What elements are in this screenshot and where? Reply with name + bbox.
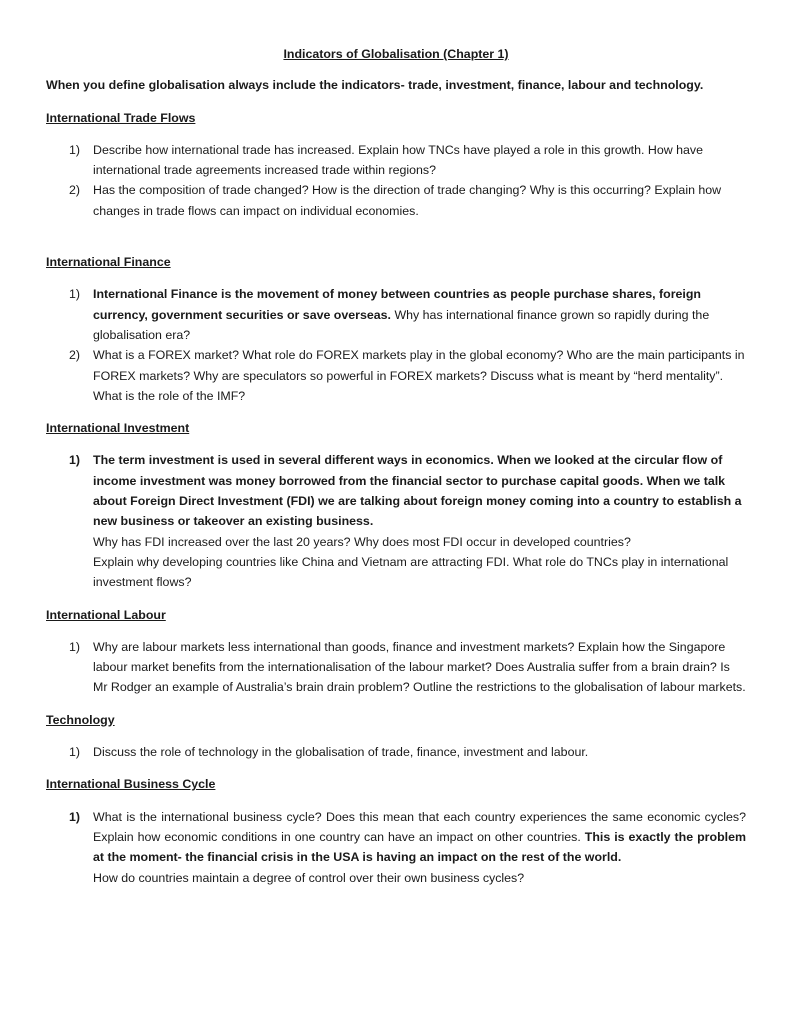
business-cycle-question-list — [46, 807, 746, 888]
question-text: Explain why developing countries like China and Vietnam are attracting FDI. What role do TNCs play in international investment flows? — [93, 554, 729, 590]
question-number: 1) — [69, 639, 81, 654]
question-number: 1) — [69, 745, 81, 760]
investment-question-1 — [46, 450, 746, 592]
definition-text: The term investment is used in several different ways in economics. When we looked at the circular flow of income investment was money borrowed from the financial sector to purchase capital goods. When we talk about Foreign Direct Investment (FDI) we are talking about foreign money coming into a country to establish a new business or takeover an existing business. — [93, 453, 742, 529]
question-number: 2) — [69, 348, 81, 363]
heading-finance: International Finance — [46, 255, 171, 270]
emphasis-text: This is exactly the problem at the moment- the financial crisis in the USA is having an impact on the rest of the world. — [93, 829, 746, 865]
question-text: Discuss the role of technology in the globalisation of trade, finance, investment and labour. — [93, 745, 589, 760]
trade-question-2 — [46, 180, 746, 221]
investment-question-list — [46, 450, 746, 592]
heading-technology: Technology — [46, 712, 115, 727]
definition-text: International Finance is the movement of money between countries as people purchase shares, foreign currency, government securities or save overseas. — [93, 287, 701, 322]
document-title: Indicators of Globalisation (Chapter 1) — [283, 47, 509, 61]
question-text: How do countries maintain a degree of control over their own business cycles? — [93, 870, 525, 885]
question-text: What is the international business cycle? Does this mean that each country experiences the same economic cycles? Explain how economic conditions in one country can have an impact on other countries. — [93, 809, 746, 844]
business-cycle-question-1 — [46, 807, 746, 888]
question-number: 1) — [69, 453, 81, 468]
question-number: 2) — [69, 183, 81, 198]
heading-labour: International Labour — [46, 607, 166, 622]
technology-question-1 — [46, 742, 746, 762]
trade-question-list — [46, 140, 746, 221]
finance-question-2 — [46, 345, 746, 406]
question-text: Why has international finance grown so rapidly during the globalisation era? — [93, 307, 710, 342]
question-number: 1) — [69, 287, 81, 302]
heading-trade: International Trade Flows — [46, 110, 196, 125]
finance-question-1 — [46, 284, 746, 345]
question-paragraph — [93, 807, 746, 868]
question-text: Has the composition of trade changed? How is the direction of trade changing? Why is this occurring? Explain how changes in trade flows can impact on individual economies. — [93, 183, 722, 218]
finance-question-list — [46, 284, 746, 406]
document-page — [46, 44, 746, 888]
question-number: 1) — [69, 142, 81, 157]
question-number: 1) — [69, 809, 81, 824]
technology-question-list — [46, 742, 746, 762]
question-text: Describe how international trade has increased. Explain how TNCs have played a role in this growth. How have international trade agreements increased trade within regions? — [93, 142, 703, 178]
question-text: Why are labour markets less international than goods, finance and investment markets? Explain how the Singapore labour market benefits from the internationalisation of the labour market? Does Australia suffer from a brain drain? Is Mr Rodger an example of Australia’s brain drain problem? Outline the restrictions to the globalisation of labour markets. — [93, 639, 746, 695]
labour-question-1 — [46, 637, 746, 698]
heading-business-cycle: International Business Cycle — [46, 777, 216, 792]
trade-question-1 — [46, 140, 746, 181]
heading-investment: International Investment — [46, 421, 190, 436]
labour-question-list — [46, 637, 746, 698]
question-text: What is a FOREX market? What role do FOREX markets play in the global economy? Who are the main participants in FOREX markets? Why are speculators so powerful in FOREX markets? Discuss what is meant by “herd mentality”. What is the role of the IMF? — [93, 348, 745, 403]
question-text: Why has FDI increased over the last 20 years? Why does most FDI occur in developed countries? — [93, 534, 631, 549]
intro-instruction: When you define globalisation always include the indicators- trade, investment, finance, labour and technology. — [46, 78, 704, 93]
